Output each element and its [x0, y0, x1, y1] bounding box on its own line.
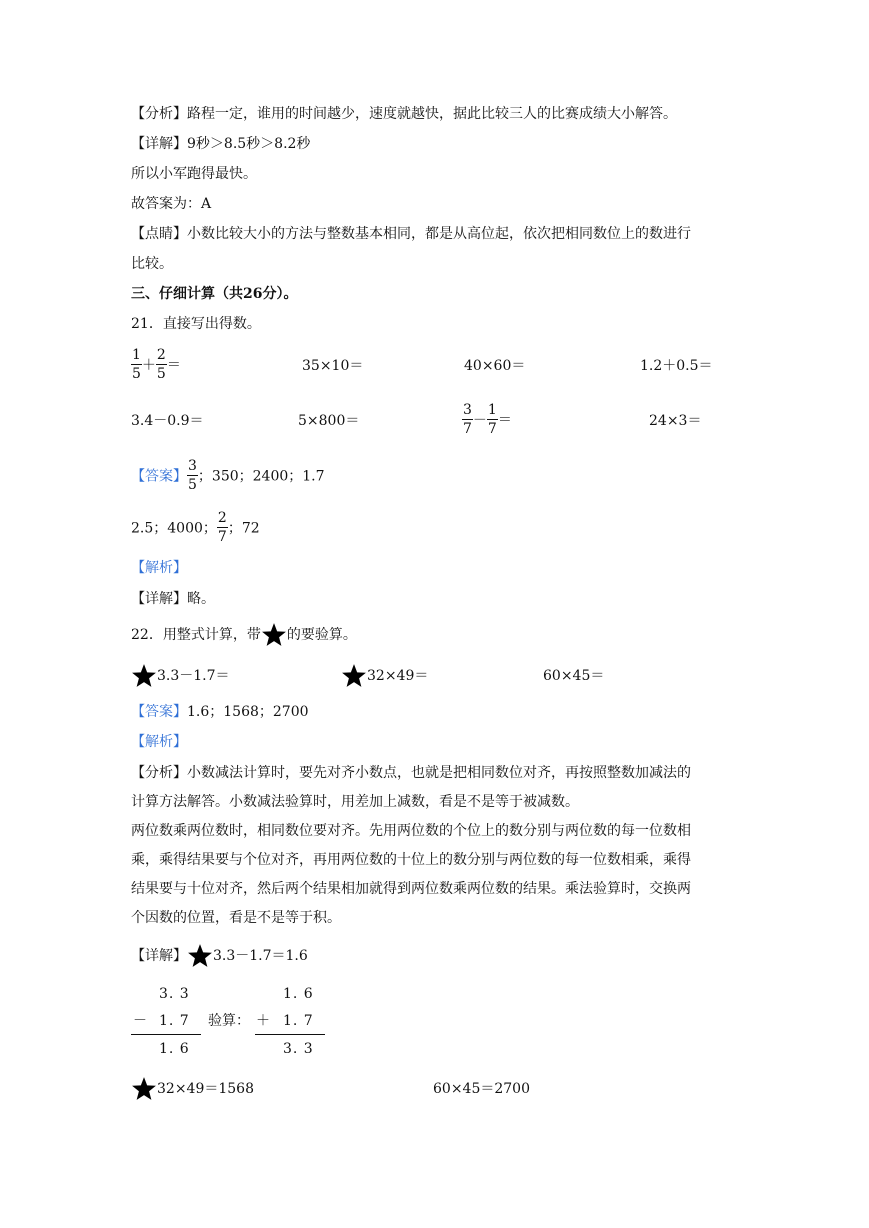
question-21-title: 21．直接写出得数。	[131, 316, 261, 332]
numerator: 2	[217, 510, 227, 526]
detail-tag: 【详解】	[131, 948, 187, 964]
analysis-line-3: 两位数乘两位数时，相同数位要对齐。先用两位数的个位上的数分别与两位数的每一位数相	[131, 823, 691, 839]
tip-tag: 【点睛】	[131, 226, 187, 242]
analysis-text: 小数减法计算时，要先对齐小数点，也就是把相同数位对齐，再按照整数加减法的	[187, 765, 691, 781]
fraction	[131, 346, 142, 383]
expr-text: 3.3－1.7＝	[157, 668, 230, 684]
denominator: 5	[132, 366, 141, 382]
detail-paragraph	[131, 134, 310, 154]
detail-text: 9秒＞8.5秒＞8.2秒	[187, 136, 311, 152]
numerator: 2	[156, 347, 166, 363]
answer-tag: 【答案】	[131, 704, 187, 720]
answer-values: ；350；2400；1.7	[197, 468, 325, 485]
minus-sign: －	[472, 412, 487, 429]
analysis-paragraph	[131, 104, 677, 124]
expr-fraction-sub	[462, 401, 512, 438]
answer-values: 2.5；4000；	[131, 520, 217, 537]
addend-2: 1. 7	[283, 1013, 314, 1029]
numerator: 1	[487, 402, 497, 418]
analysis-line-4: 乘，乘得结果要与个位对齐，再用两位数的十位上的数分别与两位数的每一位数相乘，乘得	[131, 852, 691, 868]
q22-item-2	[341, 663, 428, 689]
expr-40x60: 40×60＝	[464, 358, 526, 374]
tip-paragraph	[131, 224, 691, 244]
divider-line	[131, 1034, 201, 1035]
denominator: 7	[463, 421, 472, 437]
denominator: 5	[188, 477, 197, 493]
answer-tag: 【答案】	[131, 468, 187, 485]
answer-paragraph	[131, 702, 309, 722]
jiexi-tag: 【解析】	[131, 734, 187, 750]
answer-line-2	[131, 509, 260, 546]
title-text: 的要验算。	[286, 627, 357, 643]
sum: 3. 3	[283, 1041, 314, 1057]
star-icon	[261, 622, 287, 648]
fraction	[462, 401, 473, 438]
expr-3.4minus0.9: 3.4－0.9＝	[131, 413, 204, 429]
fraction	[487, 401, 498, 438]
equals-sign: ＝	[166, 357, 181, 374]
q22-item-1	[131, 663, 230, 689]
numerator: 1	[132, 347, 141, 363]
answer-line-1	[131, 457, 325, 494]
difference: 1. 6	[159, 1041, 190, 1057]
detail-line-2	[131, 1076, 254, 1102]
expr-5x800: 5×800＝	[298, 413, 360, 429]
jiexi-tag: 【解析】	[131, 560, 187, 576]
answer-values: ；72	[227, 520, 260, 537]
star-icon	[131, 663, 157, 689]
star-icon	[187, 943, 213, 969]
expr-text: 32×49＝	[367, 668, 429, 684]
star-icon	[131, 1076, 157, 1102]
denominator: 5	[156, 366, 166, 382]
title-text: 22．用整式计算，带	[131, 627, 261, 643]
detail-paragraph	[131, 589, 215, 609]
divider-line	[255, 1034, 325, 1035]
denominator: 7	[217, 529, 227, 545]
check-label: 验算：	[208, 1013, 250, 1029]
expr-1.2plus0.5: 1.2＋0.5＝	[640, 358, 713, 374]
fraction	[217, 509, 228, 546]
q22-item-3: 60×45＝	[543, 668, 605, 684]
analysis-line-1	[131, 763, 691, 783]
fraction	[156, 346, 167, 383]
tip-text-cont: 比较。	[131, 256, 173, 272]
fraction	[187, 457, 198, 494]
addend-1: 1. 6	[283, 986, 314, 1002]
plus-sign: ＋	[256, 1013, 270, 1029]
analysis-line-5: 结果要与十位对齐，然后两个结果相加就得到两位数乘两位数的结果。乘法验算时，交换两	[131, 881, 691, 897]
star-icon	[341, 663, 367, 689]
expr-24x3: 24×3＝	[649, 413, 702, 429]
answer-values: 1.6；1568；2700	[187, 704, 309, 720]
detail-text: 32×49＝1568	[157, 1081, 254, 1097]
question-22-title	[131, 622, 357, 648]
detail-tag: 【详解】	[131, 591, 187, 607]
detail-line-3: 60×45＝2700	[433, 1081, 530, 1097]
analysis-tag: 【分析】	[131, 106, 187, 122]
detail-line-1	[131, 943, 308, 969]
analysis-text: 路程一定，谁用的时间越少，速度就越快，据此比较三人的比赛成绩大小解答。	[187, 106, 677, 122]
expr-35x10: 35×10＝	[302, 358, 364, 374]
detail-tag: 【详解】	[131, 136, 187, 152]
analysis-line-6: 个因数的位置，看是不是等于积。	[131, 910, 341, 926]
minuend: 3. 3	[159, 986, 190, 1002]
equals-sign: ＝	[497, 412, 512, 429]
numerator: 3	[463, 402, 472, 418]
section-heading: 三、仔细计算（共26分）。	[131, 286, 298, 302]
tip-text: 小数比较大小的方法与整数基本相同，都是从高位起，依次把相同数位上的数进行	[187, 226, 691, 242]
minus-sign: －	[133, 1013, 147, 1029]
conclusion-text: 所以小军跑得最快。	[131, 166, 257, 182]
denominator: 7	[487, 421, 497, 437]
subtrahend: 1. 7	[159, 1013, 190, 1029]
plus-sign: ＋	[141, 357, 156, 374]
analysis-line-2: 计算方法解答。小数减法验算时，用差加上减数，看是不是等于被减数。	[131, 794, 579, 810]
detail-text: 3.3－1.7＝1.6	[213, 948, 308, 964]
expr-fraction-add	[131, 346, 181, 383]
detail-text: 略。	[187, 591, 215, 607]
analysis-tag: 【分析】	[131, 765, 187, 781]
answer-text: 故答案为：A	[131, 196, 212, 212]
numerator: 3	[188, 458, 197, 474]
